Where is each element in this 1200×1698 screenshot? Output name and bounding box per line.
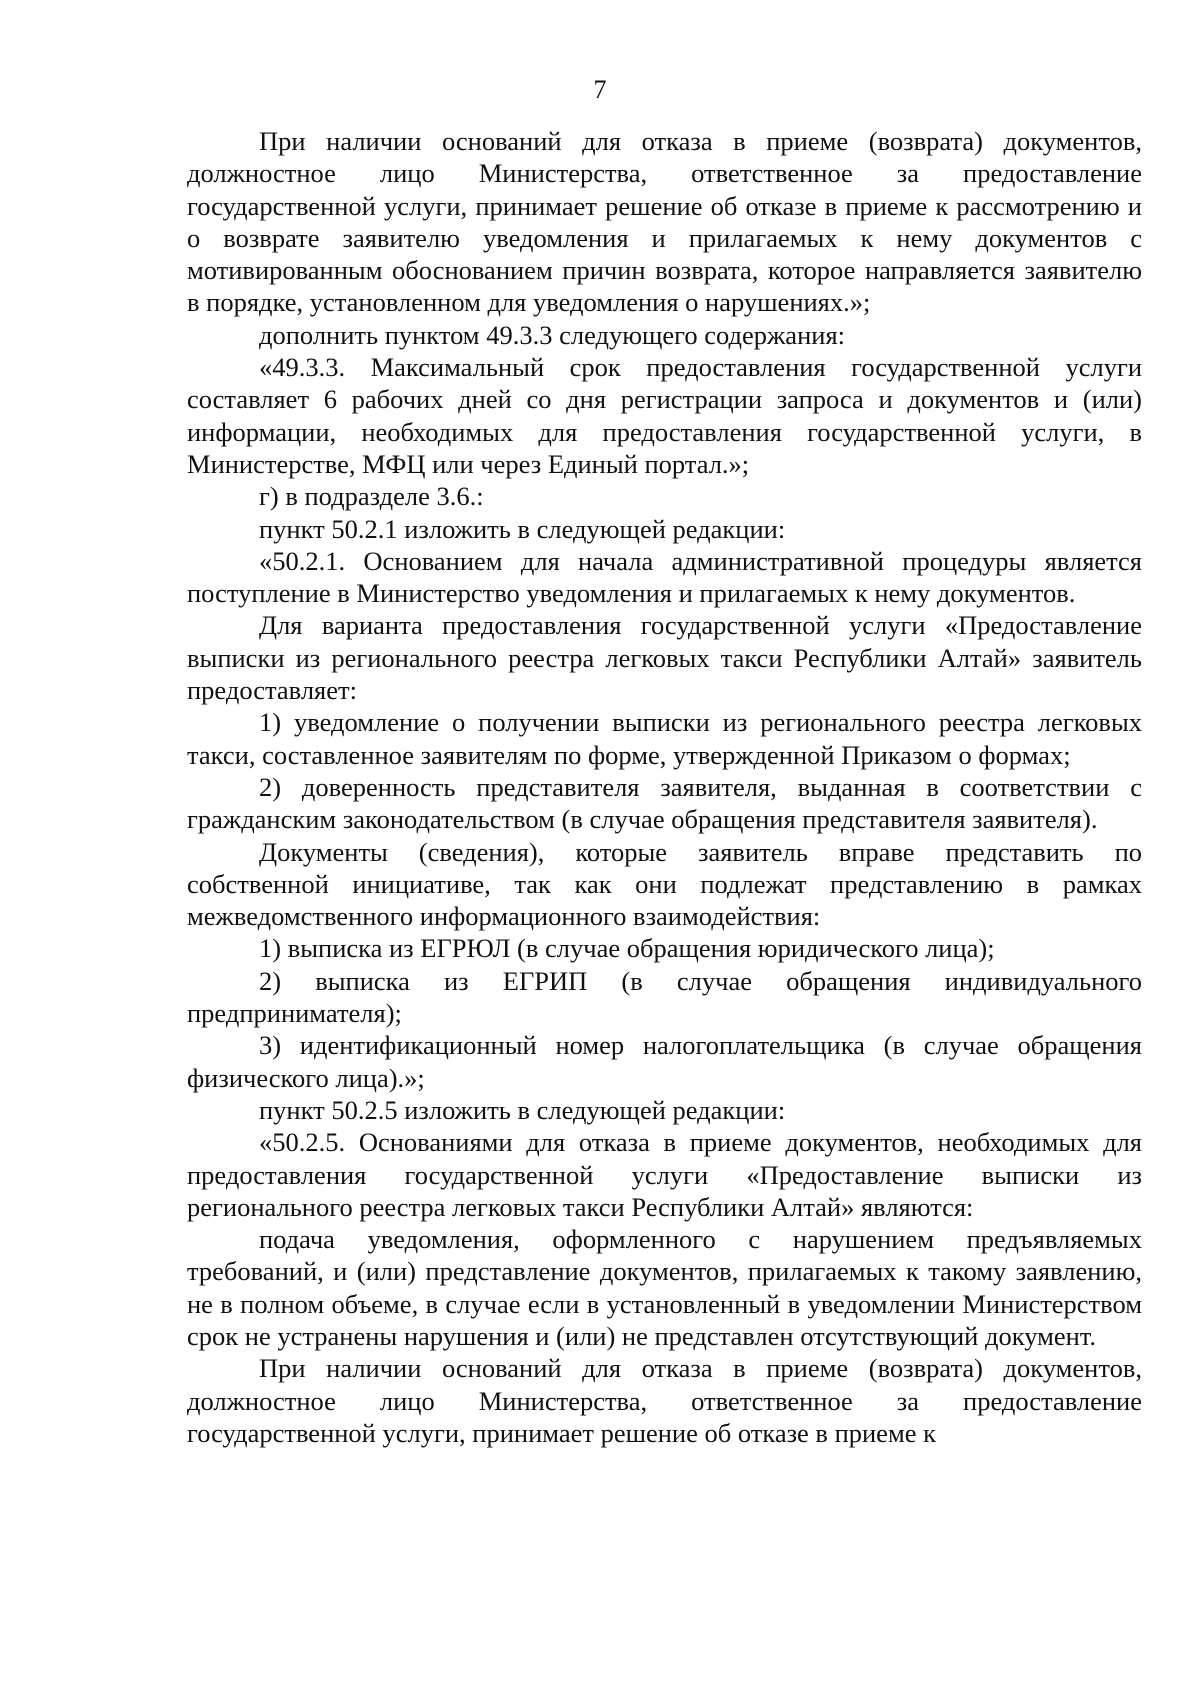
paragraph: 1) уведомление о получении выписки из регионального реестра легковых такси, составленное заявителям по форме, утвержденной Приказом о формах; <box>187 707 1142 770</box>
paragraph: «50.2.1. Основанием для начала административной процедуры является поступление в Министерство уведомления и прилагаемых к нему документов. <box>187 545 1142 609</box>
paragraph: При наличии оснований для отказа в приеме (возврата) документов, должностное лицо Министерства, ответственное за предоставление государственной услуги, принимает решение об отказе в приеме к рассмотрению и о возврате заявителю уведомления и прилагаемых к нему документов с мотивированным обоснованием причин возврата, которое направляется заявителю в порядке, установленном для уведомления о нарушениях.»; <box>187 126 1142 318</box>
paragraph: 1) выписка из ЕГРЮЛ (в случае обращения юридического лица); <box>259 933 995 964</box>
page-number: 7 <box>593 75 607 104</box>
paragraph: При наличии оснований для отказа в приеме (возврата) документов, должностное лицо Министерства, ответственное за предоставление государственной услуги, принимает решение об отказе в приеме к <box>187 1353 1142 1448</box>
paragraph: пункт 50.2.1 изложить в следующей редакции: <box>259 513 786 544</box>
paragraph: подача уведомления, оформленного с нарушением предъявляемых требований, и (или) представление документов, прилагаемых к такому заявлению, не в полном объеме, в случае если в установленный в уведомлении Министерством срок не устранены нарушения и (или) не представлен отсутствующий документ. <box>187 1224 1142 1351</box>
paragraph: 2) доверенность представителя заявителя, выданная в соответствии с гражданским законодательством (в случае обращения представителя заявителя). <box>187 771 1142 835</box>
paragraph: 3) идентификационный номер налогоплательщика (в случае обращения физического лица).»; <box>187 1030 1142 1093</box>
paragraph: «50.2.5. Основаниями для отказа в приеме документов, необходимых для предоставления государственной услуги «Предоставление выписки из регионального реестра легковых такси Республики Алтай» являются: <box>187 1127 1142 1222</box>
paragraph: Документы (сведения), которые заявитель вправе представить по собственной инициативе, так как они подлежат представлению в рамках межведомственного информационного взаимодействия: <box>187 836 1142 932</box>
paragraph: пункт 50.2.5 изложить в следующей редакции: <box>259 1094 786 1125</box>
paragraph: Для варианта предоставления государственной услуги «Предоставление выписки из регионального реестра легковых такси Республики Алтай» заявитель предоставляет: <box>187 610 1142 706</box>
document-body <box>187 125 1142 1449</box>
paragraph: г) в подразделе 3.6.: <box>259 481 484 512</box>
paragraph: 2) выписка из ЕГРИП (в случае обращения индивидуального предпринимателя); <box>187 965 1142 1029</box>
paragraph: дополнить пунктом 49.3.3 следующего содержания: <box>259 319 845 350</box>
paragraph: «49.3.3. Максимальный срок предоставления государственной услуги составляет 6 рабочих дней со дня регистрации запроса и документов и (или) информации, необходимых для предоставления государственной услуги, в Министерстве, МФЦ или через Единый портал.»; <box>187 352 1142 479</box>
